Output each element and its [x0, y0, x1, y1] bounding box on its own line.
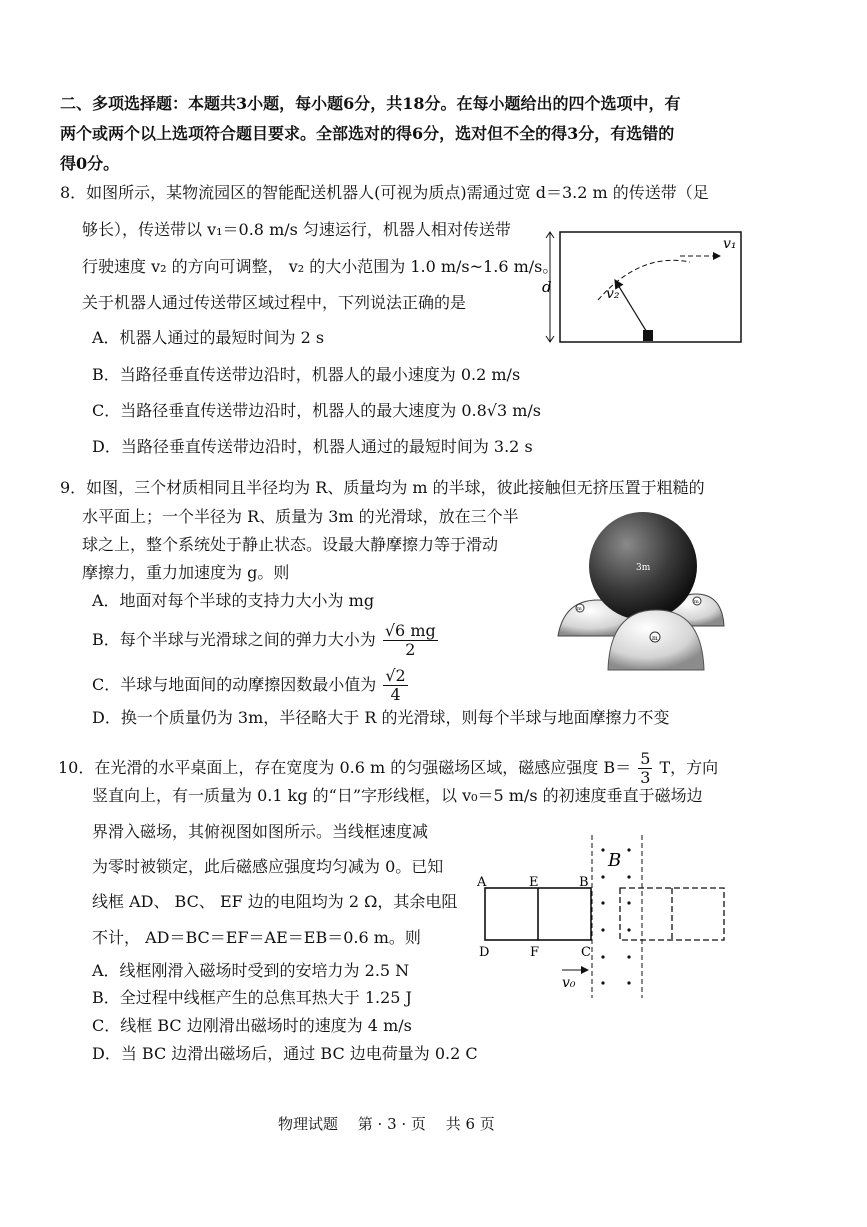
q10-option-b: B．全过程中线框产生的总焦耳热大于 1.25 J [92, 988, 412, 1007]
q8-stem-line3: 行驶速度 v₂ 的方向可调整， v₂ 的大小范围为 1.0 m/s~1.6 m/s。 [82, 257, 559, 276]
q8-option-a: A．机器人通过的最短时间为 2 s [92, 328, 325, 347]
label-d: D [479, 945, 490, 960]
q9-option-d: D．换一个质量仍为 3m，半径略大于 R 的光滑球，则每个半球与地面摩擦力不变 [92, 708, 670, 727]
q10-b-denominator: 3 [640, 768, 651, 787]
v0-label: v₀ [562, 975, 576, 991]
q9-spheres-figure [556, 508, 726, 676]
page-footer: 物理试题 第 · 3 · 页 共 6 页 [278, 1115, 495, 1133]
q10-stem-line4: 为零时被锁定，此后磁感应强度均匀减为 0。已知 [92, 857, 444, 876]
q9-option-b-fraction [383, 622, 438, 659]
q9-stem-line4: 摩擦力，重力加速度为 g。则 [82, 563, 290, 582]
label-c: C [581, 945, 591, 960]
q10-b-numerator: 5 [640, 749, 651, 768]
q9-option-c-numerator: √2 [385, 666, 406, 685]
right-hemisphere-label: m [694, 599, 699, 605]
label-b: B [579, 875, 589, 890]
q9-stem-line3: 球之上，整个系统处于静止状态。设最大静摩擦力等于滑动 [82, 535, 499, 554]
field-b-label: B [608, 850, 622, 871]
q9-stem-line2: 水平面上；一个半径为 R、质量为 3m 的光滑球，放在三个半 [82, 507, 519, 526]
q9-option-c-text: C．半球与地面间的动摩擦因数最小值为 [92, 675, 377, 694]
q10-stem-line1-text: 10．在光滑的水平桌面上，存在宽度为 0.6 m 的匀强磁场区域，磁感应强度 B＝ [58, 758, 632, 777]
front-hemisphere-label: m [652, 635, 658, 642]
q9-option-c-fraction [383, 667, 407, 704]
section-heading-line2: 两个或两个以上选项符合题目要求。全部选对的得6分，选对但不全的得3分，有选错的 [60, 124, 675, 143]
q9-stem-line1: 9．如图，三个材质相同且半径均为 R、质量均为 m 的半球，彼此接触但无挤压置于粗糙的 [60, 478, 705, 497]
frame-dashed [620, 888, 724, 940]
q9-option-b-text: B．每个半球与光滑球之间的弹力大小为 [92, 630, 376, 649]
q8-conveyor-figure [540, 222, 750, 352]
v1-label: v₁ [723, 236, 737, 252]
q9-option-b-denominator: 2 [405, 640, 416, 659]
q10-stem-line3: 界滑入磁场，其俯视图如图所示。当线框速度减 [92, 822, 429, 841]
q10-stem-line6: 不计， AD＝BC＝EF＝AE＝EB＝0.6 m。则 [92, 928, 421, 947]
q10-stem-line1 [58, 750, 718, 787]
q10-b-fraction [638, 750, 652, 787]
q8-option-c: C．当路径垂直传送带边沿时，机器人的最大速度为 0.8√3 m/s [92, 401, 542, 420]
section-heading-line3: 得0分。 [60, 154, 120, 173]
left-hemisphere-label: m [577, 606, 582, 612]
q9-option-b-numerator: √6 mg [384, 621, 436, 640]
q10-frame-figure [470, 830, 735, 1002]
q10-stem-line5: 线框 AD、 BC、 EF 边的电阻均为 2 Ω，其余电阻 [92, 892, 458, 911]
label-e: E [529, 875, 539, 890]
v2-arrow [615, 280, 648, 334]
label-a: A [477, 875, 487, 890]
q10-option-a: A．线框刚滑入磁场时受到的安培力为 2.5 N [92, 961, 410, 980]
q10-stem-line1-post: T，方向 [659, 758, 719, 777]
label-f: F [530, 945, 540, 960]
q8-option-d: D．当路径垂直传送带边沿时，机器人通过的最短时间为 3.2 s [92, 437, 533, 456]
q8-option-b: B．当路径垂直传送带边沿时，机器人的最小速度为 0.2 m/s [92, 365, 521, 384]
belt-rectangle [560, 232, 741, 342]
q10-option-c: C．线框 BC 边刚滑出磁场时的速度为 4 m/s [92, 1016, 412, 1035]
q9-option-c [92, 667, 410, 704]
robot-square [643, 330, 653, 341]
q8-stem-line2: 够长），传送带以 v₁＝0.8 m/s 匀速运行，机器人相对传送带 [82, 220, 511, 239]
big-sphere-label: 3m [636, 563, 651, 573]
q10-option-d: D．当 BC 边滑出磁场后，通过 BC 边电荷量为 0.2 C [92, 1044, 478, 1063]
q8-stem-line4: 关于机器人通过传送带区域过程中，下列说法正确的是 [82, 293, 467, 312]
section-heading-line1: 二、多项选择题：本题共3小题，每小题6分，共18分。在每小题给出的四个选项中，有 [60, 94, 681, 113]
q8-stem-line1: 8．如图所示，某物流园区的智能配送机器人(可视为质点)需通过宽 d＝3.2 m 的传送带（足 [60, 183, 709, 202]
d-label: d [542, 278, 552, 296]
v2-label: v₂ [606, 286, 620, 302]
q10-stem-line2: 竖直向上，有一质量为 0.1 kg 的“日”字形线框，以 v₀＝5 m/s 的初速度垂直于磁场边 [92, 786, 703, 805]
q9-option-c-denominator: 4 [390, 685, 401, 704]
q9-option-b [92, 622, 440, 659]
q9-option-a: A．地面对每个半球的支持力大小为 mg [92, 591, 375, 610]
